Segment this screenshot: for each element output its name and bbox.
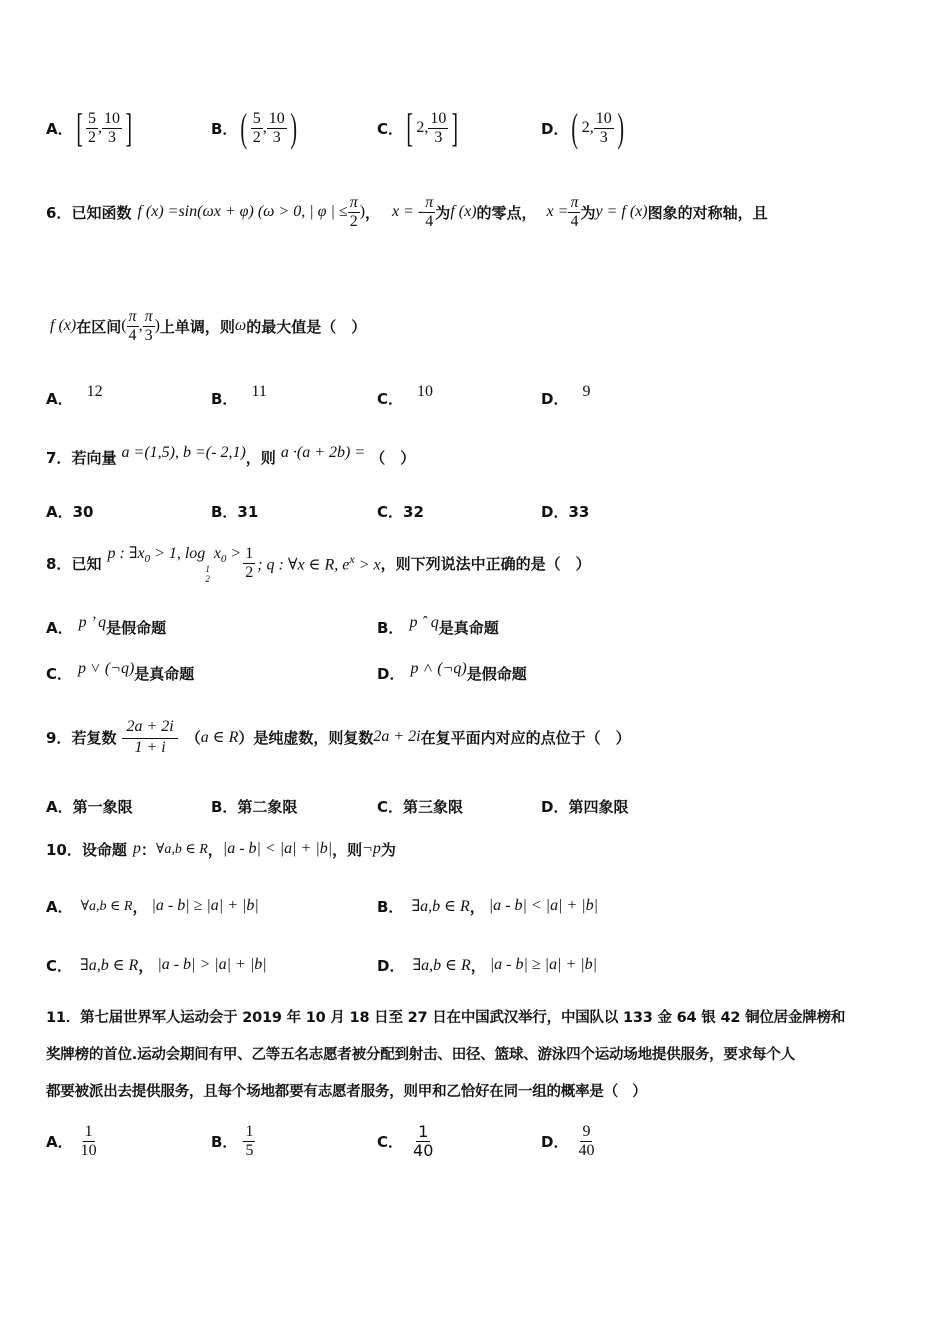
fraction: $\frac{1}{5}$ [245,1122,254,1159]
fraction: $\frac{\pi}{4}$ [128,307,137,344]
fraction: $\frac{1}{10}$ [80,1122,97,1159]
fraction: $\frac{1}{2}$ [245,544,254,581]
q5-option-a: A． [ $\frac{5}{2}$ , $\frac{10}{3}$ ] [46,105,132,150]
q7-option-b: B．31 [211,503,259,521]
fraction: $\frac{10}{3}$ [430,109,447,146]
fraction: $\frac{\pi}{4}$ [425,193,434,230]
q11-option-c: C． $\frac{1}{40}$ [377,1121,434,1160]
q6-stem-line2: f (x) 在区间 ( $\frac{\pi}{4}$ , $\frac{\pi}{3}$ ) 上单调，则 ω 的最大值是（ ） [50,307,367,344]
q8-stem: 8． 已知 p : $\exists x_0 > 1$, log 1 2 $x_0$ > $\frac{1}{2}$ ; q : ∀x ∈ R, $e^x > x$ ，则下列说法中正确的是（ ） [46,544,591,584]
fraction: $\frac{5}{2}$ [87,109,96,146]
fraction: $\frac{9}{40}$ [578,1122,595,1159]
q9-option-b: B．第二象限 [211,798,298,816]
q9-stem: 9． 若复数 $\frac{2a + 2i}{1 + i}$ （ a ∈ R ）是纯虚数，则复数 2a + 2i 在复平面内对应的点位于（ ） [46,717,631,756]
q6-option-c: C． 10 [377,383,434,408]
q9-option-a: A．第一象限 [46,798,133,816]
q7-option-a: A．30 [46,503,94,521]
q7-option-c: C．32 [377,503,424,521]
q5-option-b: B． ( $\frac{5}{2}$ , $\frac{10}{3}$ ) [211,105,297,150]
q11-stem-line2: 奖牌榜的首位.运动会期间有甲、乙等五名志愿者被分配到射击、田径、篮球、游泳四个运动场地提供服务，要求每个人 [46,1047,795,1063]
fraction: $\frac{\pi}{3}$ [144,307,153,344]
q6-stem-line1: 6． 已知函数 f (x) =sin(ωx + φ) (ω > 0, | φ | ≤ $\frac{\pi}{2}$ ) ， x = - $\frac{\pi}{4}$ 为 f (x) 的零点， x = $\frac{\pi}{4}$ 为 y = f (x) 图象的对称轴，且 [46,193,768,230]
q10-option-c: C． ∃a,b ∈ R ， |a - b| > |a| + |b| [46,956,267,975]
q11-option-a: A． $\frac{1}{10}$ [46,1122,97,1159]
fraction: $\frac{5}{2}$ [252,109,261,146]
q10-option-a: A． ∀a,b ∈ R ， |a - b| ≥ |a| + |b| [46,897,259,916]
q6-option-d: D． 9 [541,383,591,408]
q6-option-b: B． 11 [211,383,267,408]
q7-option-d: D．33 [541,503,590,521]
q11-stem-line1: 11．第七届世界军人运动会于 2019 年 10 月 18 日至 27 日在中国武汉举行，中国队以 133 金 64 银 42 铜位居金牌榜和 [46,1010,846,1026]
q7-stem: 7．若向量 a =(1,5), b =(- 2,1)，则 a ·(a + 2b) = （ ） [46,444,416,467]
q10-option-d: D． ∃a,b ∈ R ， |a - b| ≥ |a| + |b| [377,956,598,975]
q5-option-d: D． ( 2, $\frac{10}{3}$ ) [541,105,624,150]
q9-option-c: C．第三象限 [377,798,464,816]
fraction: $\frac{\pi}{2}$ [349,193,358,230]
q8-option-a: A． p ’ q是假命题 [46,614,167,637]
q10-stem: 10． 设命题 p ： ∀a,b ∈ R ， |a - b| < |a| + |b| ，则 ¬p 为 [46,840,396,859]
fraction: $\frac{10}{3}$ [268,109,285,146]
fraction: $\frac{2a + 2i}{1 + i}$ [122,718,177,757]
q9-option-d: D．第四象限 [541,798,629,816]
fraction: $\frac{\pi}{4}$ [570,193,579,230]
q6-option-a: A． 12 [46,383,103,408]
q10-option-b: B． ∃a,b ∈ R ， |a - b| < |a| + |b| [377,897,599,916]
q8-option-d: D． p ˄ (¬q)是假命题 [377,660,527,683]
q11-option-b: B． $\frac{1}{5}$ [211,1122,254,1159]
q11-option-d: D． $\frac{9}{40}$ [541,1122,595,1159]
fraction: $\frac{10}{3}$ [595,109,612,146]
q11-stem-line3: 都要被派出去提供服务，且每个场地都要有志愿者服务，则甲和乙恰好在同一组的概率是（ ） [46,1084,647,1100]
q8-proposition: p : $\exists x_0 > 1$, log 1 2 $x_0$ > [107,544,242,584]
q8-option-b: B． p ˆ q是真命题 [377,614,499,637]
q8-option-c: C． p ˅ (¬q)是真命题 [46,660,195,683]
fraction: $\frac{1}{40}$ [413,1121,434,1160]
fraction: $\frac{10}{3}$ [103,109,120,146]
q5-option-c: C． [ 2, $\frac{10}{3}$ ] [377,105,459,150]
